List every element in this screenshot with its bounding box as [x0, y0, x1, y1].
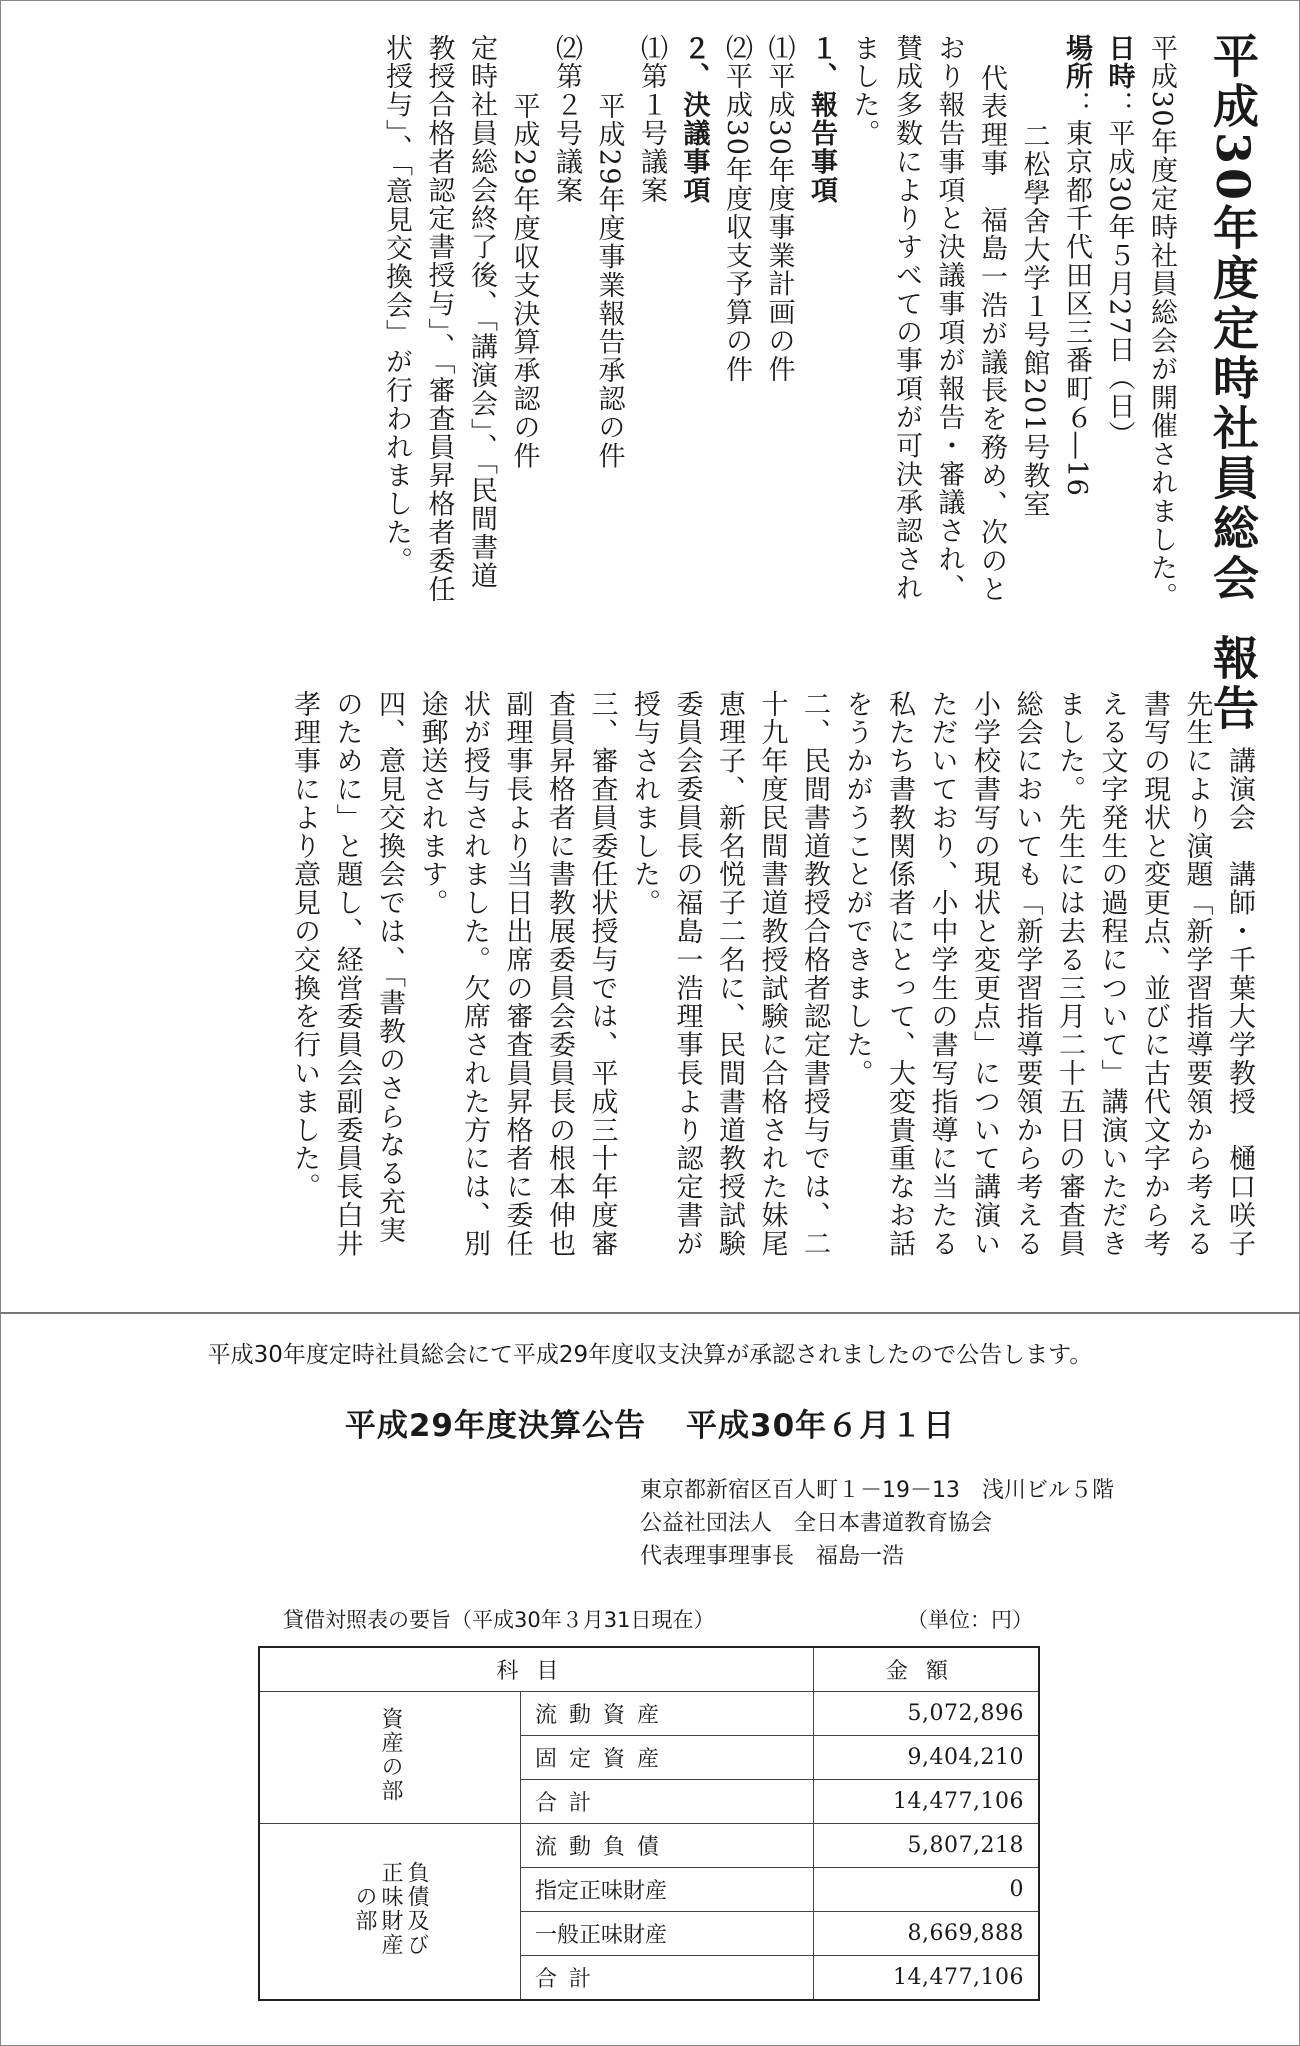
certificate-line2: 十九年度民間書道教授試験に合格された妹尾	[756, 690, 788, 1258]
row-amount: 9,404,210	[813, 1736, 1039, 1780]
section-2-heading: ２、決議事項	[678, 34, 710, 205]
lecture-line8: ただいており、小中学生の書写指導に当たる	[926, 690, 958, 1258]
lecture-line7: 小学校書写の現状と変更点」について講演い	[969, 690, 1000, 1258]
row-amount: 14,477,106	[813, 1780, 1039, 1824]
column-amount: 金額	[813, 1647, 1039, 1692]
report-intro: 平成30年度定時社員総会が開催されました。	[1146, 34, 1177, 611]
liability-group-label: 負債及び 正味財産 の部	[259, 1824, 521, 2001]
notice-intro: 平成30年度定時社員総会にて平成29年度収支決算が承認されましたので公告します。	[207, 1342, 1093, 1368]
organization-block	[640, 1474, 1114, 1573]
org-name: 公益社団法人 全日本書道教育協会	[640, 1511, 993, 1536]
row-label: 一般正味財産	[521, 1912, 814, 1956]
exchange-line3: 孝理事により意見の交換を行いました。	[289, 690, 320, 1202]
exchange-line1: 四、意見交換会では、「書教のさらなる充実	[374, 690, 405, 1245]
judge-line3: 副理事長より当日出席の審査員昇格者に委任	[501, 690, 533, 1258]
row-amount: 5,807,218	[813, 1824, 1039, 1868]
row-label: 流動負債	[521, 1824, 814, 1868]
events-body	[283, 690, 1261, 1295]
judge-line2: 査員昇格者に書教展委員会委員長の根本伸也	[544, 690, 575, 1258]
row-label: 流動資産	[521, 1692, 814, 1736]
asset-group-label: 資産の部	[259, 1692, 521, 1824]
table-row	[259, 1824, 1039, 1868]
lecture-line5: ました。先生には去る三月二十五日の審査員	[1054, 690, 1085, 1258]
org-representative: 代表理事理事長 福島一浩	[640, 1544, 905, 1569]
para1-line4: ました。	[848, 34, 880, 148]
lecture-line2: 先生により演題「新学習指導要領から考える	[1181, 690, 1213, 1258]
row-label: 合計	[521, 1780, 814, 1824]
lecture-line10: をうかがうことができました。	[841, 690, 873, 1088]
para1-line2: おり報告事項と決議事項が報告・審議され、	[933, 34, 965, 602]
row-label: 指定正味財産	[521, 1868, 814, 1912]
report-title: 平成30年度定時社員総会報告	[1206, 32, 1260, 735]
judge-line1: 三、審査員委任状授与では、平成三十年度審	[586, 690, 618, 1258]
row-amount: 5,072,896	[813, 1692, 1039, 1736]
certificate-line5: 授与されました。	[629, 690, 660, 918]
section-2-item-2: ⑵第２号議案	[551, 34, 582, 205]
section-divider	[0, 1312, 1300, 1314]
closing-line3: 状授与」、「意見交換会」が行われました。	[381, 34, 412, 575]
lecture-line3: 書写の現状と変更点、並びに古代文字から考	[1139, 690, 1170, 1258]
org-address: 東京都新宿区百人町１－19－13 浅川ビル５階	[640, 1478, 1114, 1503]
section-2-item-2-detail: 平成29年度収支決算承認の件	[508, 92, 540, 470]
table-header-row	[259, 1647, 1039, 1692]
section-2-item-1-detail: 平成29年度事業報告承認の件	[593, 92, 625, 470]
para1-line3: 賛成多数によりすべての事項が可決承認され	[891, 34, 922, 602]
para1-line1: 代表理事 福島一浩が議長を務め、次のと	[976, 64, 1007, 604]
section-1-item-1: ⑴平成30年度事業計画の件	[763, 34, 795, 384]
lecture-line1: 一、講演会 講師・千葉大学教授 樋口咲子	[1224, 690, 1255, 1258]
row-label: 固定資産	[521, 1736, 814, 1780]
notice-title: 平成29年度決算公告 平成30年６月１日	[344, 1408, 956, 1444]
row-amount: 0	[813, 1868, 1039, 1912]
closing-line2: 教授合格者認定書授与」、「審査員昇格者委任	[423, 34, 455, 604]
table-row	[259, 1692, 1039, 1736]
balance-sheet-table	[258, 1646, 1040, 2001]
lecture-line9: 私たち書教関係者にとって、大変貴重なお話	[884, 690, 915, 1258]
certificate-line4: 委員会委員長の福島一浩理事長より認定書が	[671, 690, 703, 1258]
judge-line5: 途郵送されます。	[416, 690, 448, 918]
row-amount: 8,669,888	[813, 1912, 1039, 1956]
table-unit: （単位：円）	[907, 1608, 1033, 1632]
place-detail: 二松學舍大学１号館201号教室	[1018, 122, 1050, 519]
certificate-line1: 二、民間書道教授合格者認定書授与では、二	[799, 690, 830, 1258]
place-line: 場所：東京都千代田区三番町６―16	[1061, 34, 1092, 498]
lecture-line4: える文字発生の過程について」講演いただき	[1096, 690, 1128, 1258]
row-amount: 14,477,106	[813, 1956, 1039, 2001]
row-label: 合計	[521, 1956, 814, 2001]
lecture-line6: 総会においても「新学習指導要領から考える	[1011, 690, 1043, 1258]
section-1-heading: １、報告事項	[806, 34, 837, 205]
closing-line1: 定時社員総会終了後、「講演会」、「民間書道	[466, 34, 497, 590]
date-line: 日時：平成30年５月27日（日）	[1103, 34, 1135, 450]
judge-line4: 状が授与されました。欠席された方には、別	[459, 690, 490, 1258]
section-1-item-2: ⑵平成30年度収支予算の件	[721, 34, 752, 384]
report-body	[375, 34, 1183, 644]
column-subject: 科目	[259, 1647, 813, 1692]
table-caption: 貸借対照表の要旨（平成30年３月31日現在） （単位：円）	[283, 1604, 1053, 1634]
exchange-line2: のために」と題し、経営委員会副委員長白井	[331, 690, 363, 1258]
certificate-line3: 恵理子、新名悦子二名に、民間書道教授試験	[714, 690, 745, 1258]
section-2-item-1: ⑴第１号議案	[636, 34, 667, 205]
